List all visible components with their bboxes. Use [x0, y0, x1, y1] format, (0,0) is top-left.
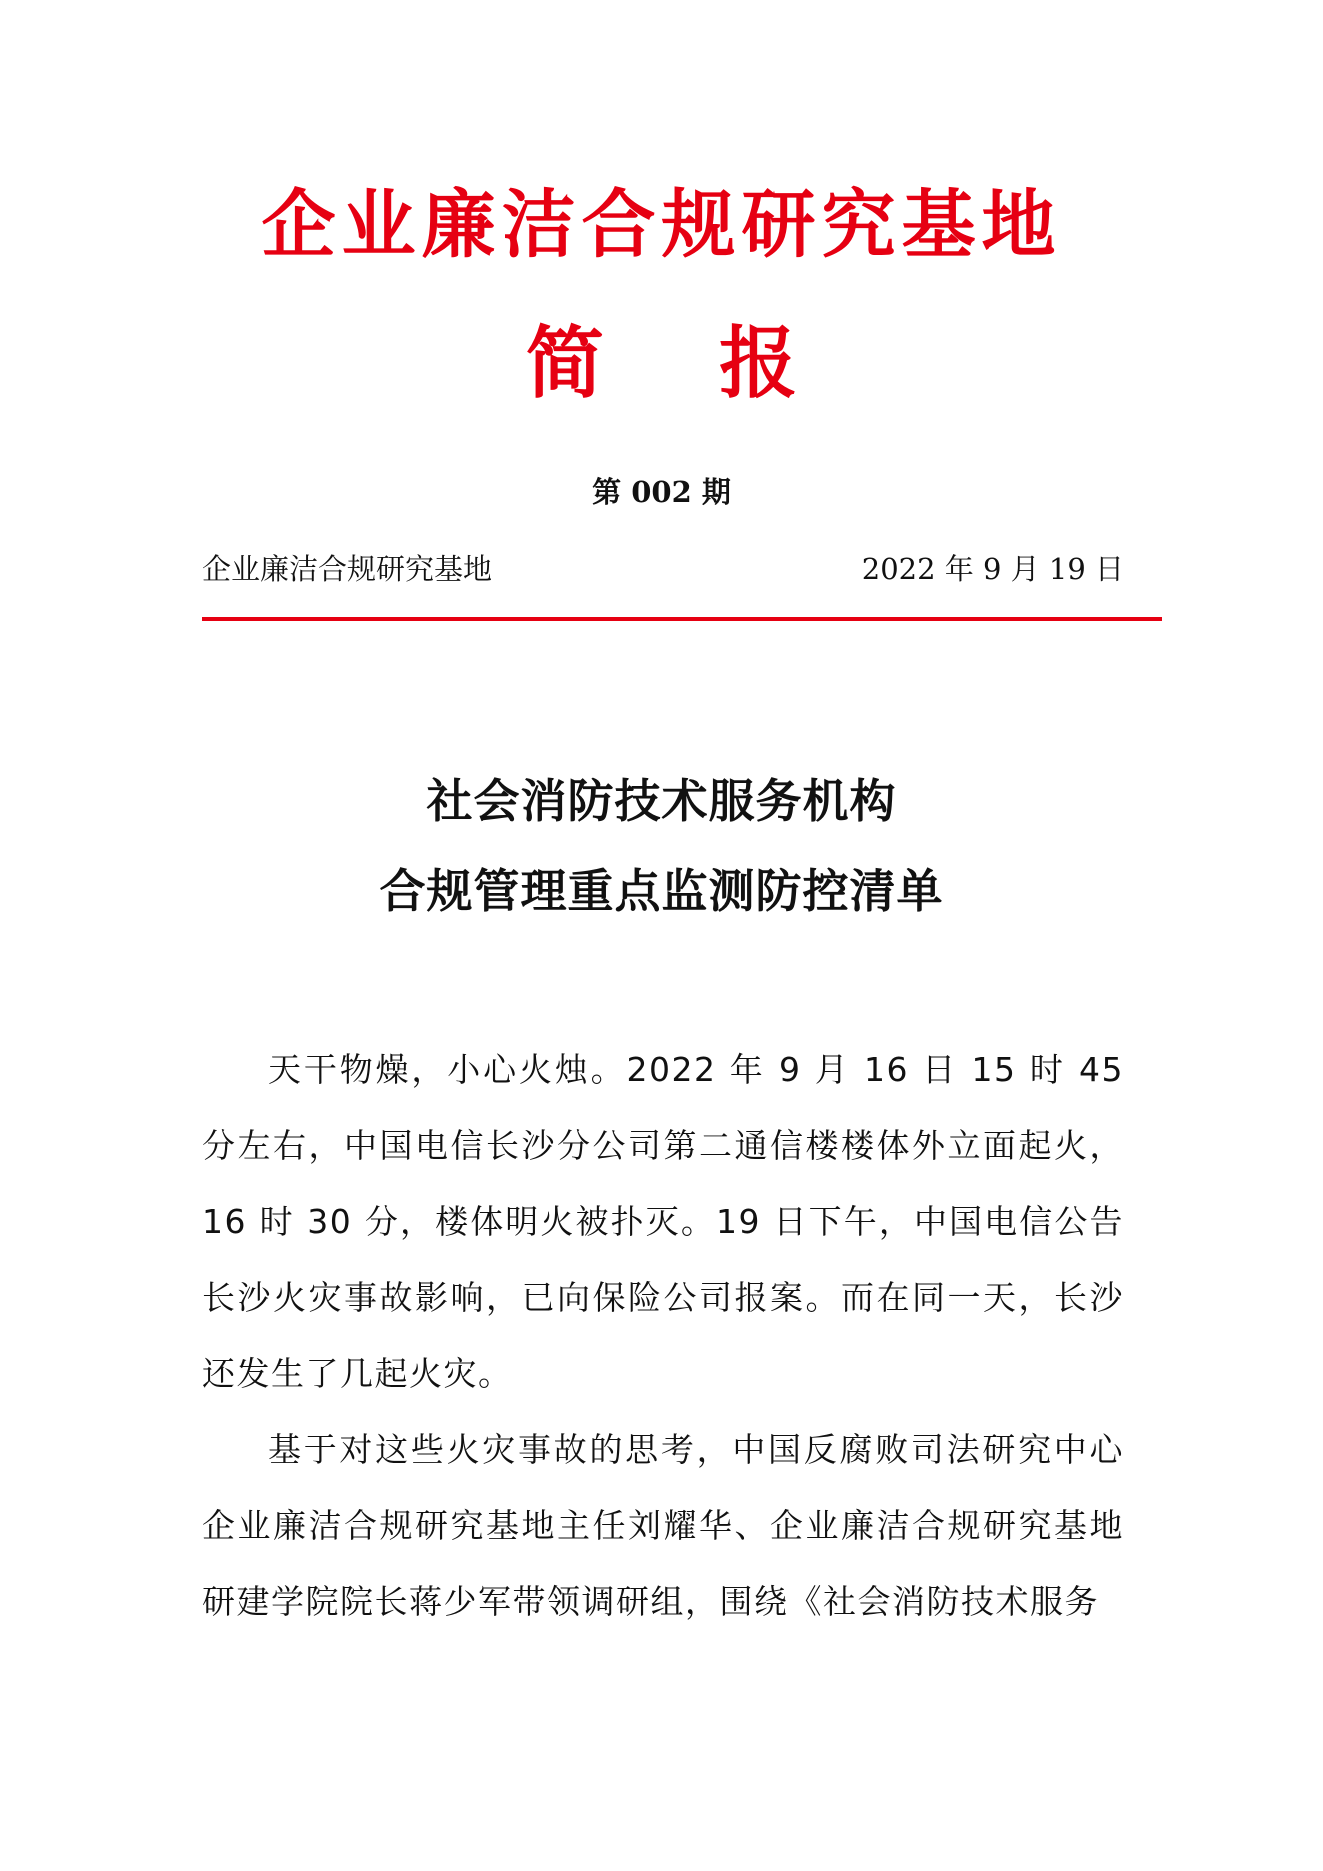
- masthead-org-name: 企业廉洁合规研究基地: [261, 182, 1062, 268]
- article-title-line-2: 合规管理重点监测防控清单: [379, 864, 944, 918]
- meta-row: [202, 552, 1124, 586]
- bulletin-title: 简 报: [525, 318, 842, 409]
- body-paragraph: 基于对这些火灾事故的思考，中国反腐败司法研究中心企业廉洁合规研究基地主任刘耀华、企业廉洁合规研究基地研建学院院长蒋少军带领调研组，围绕《社会消防技术服务: [202, 1430, 1124, 1621]
- red-divider: [202, 617, 1162, 621]
- article-title-line-1: 社会消防技术服务机构: [426, 774, 897, 828]
- article-body: [202, 1032, 1124, 1640]
- issue-number: 第 002 期: [592, 475, 731, 509]
- body-paragraph: 天干物燥，小心火烛。2022 年 9 月 16 日 15 时 45 分左右，中国电信长沙分公司第二通信楼楼体外立面起火，16 时 30 分，楼体明火被扑灭。19 日下午，中国电信公告长沙火灾事故影响，已向保险公司报案。而在同一天，长沙还发生了几起火灾。: [202, 1050, 1124, 1393]
- issuer-name: 企业廉洁合规研究基地: [202, 552, 493, 586]
- issue-date: 2022 年 9 月 19 日: [861, 552, 1124, 586]
